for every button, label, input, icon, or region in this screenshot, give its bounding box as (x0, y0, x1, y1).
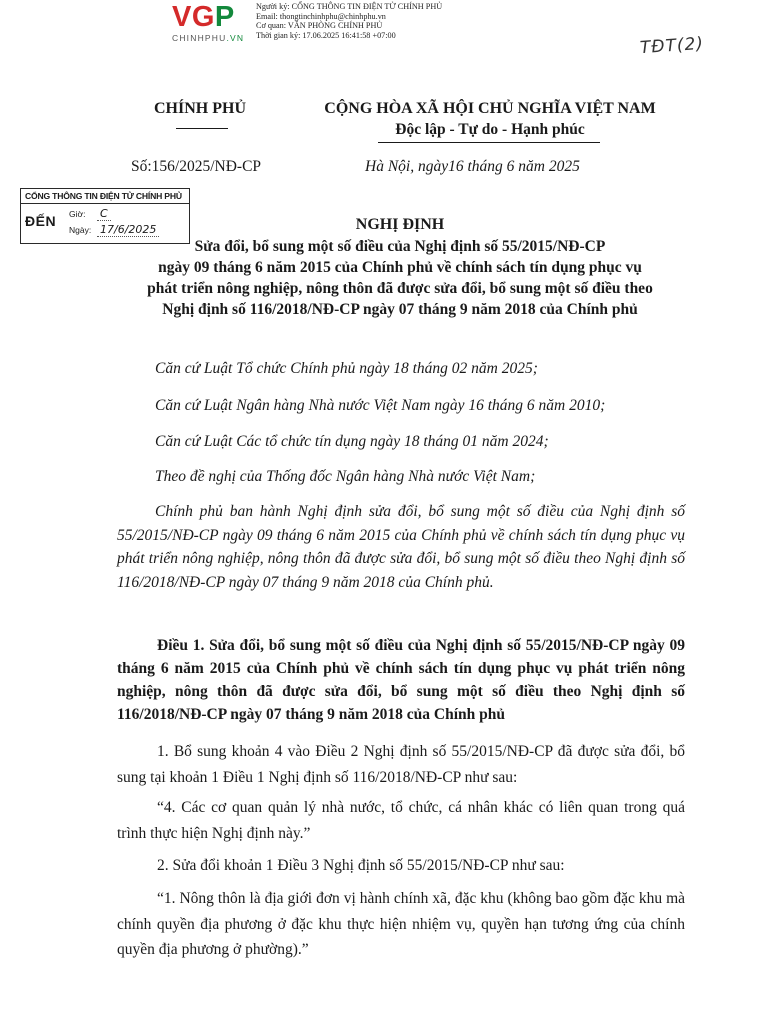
issuer-underline (176, 128, 228, 129)
signature-time: Thời gian ký: 17.06.2025 16:41:58 +07:00 (256, 30, 396, 40)
vgp-logo (172, 2, 244, 43)
article-1-item-2: 2. Sửa đổi khoản 1 Điều 3 Nghị định số 55/2015/NĐ-CP như sau: (157, 857, 565, 874)
stamp-date-value: 17/6/2025 (97, 223, 159, 237)
article-1-title (117, 634, 685, 726)
legal-basis-item: Theo đề nghị của Thống đốc Ngân hàng Nhà nước Việt Nam; (155, 468, 536, 485)
handwritten-note: TĐT(2) (639, 33, 705, 59)
title-line: Nghị định số 116/2018/NĐ-CP ngày 07 tháng 9 năm 2018 của Chính phủ (162, 301, 638, 318)
promulgation-statement: Chính phủ ban hành Nghị định sửa đổi, bổ sung một số điều của Nghị định số 55/2015/NĐ-CP ngày 09 tháng 6 năm 2015 của Chính phủ về chính sách tín dụng phục vụ phát triển nông nghiệp, nông thôn đã được sửa đổi, bổ sung một số điều theo Nghị định số 116/2018/NĐ-CP ngày 07 tháng 9 năm 2018 của Chính phủ. (117, 503, 685, 591)
legal-basis-item: Căn cứ Luật Tổ chức Chính phủ ngày 18 tháng 02 năm 2025; (155, 360, 538, 377)
stamp-time-value: C (97, 207, 111, 221)
article-1-item-2-quote: “1. Nông thôn là địa giới đơn vị hành chính xã, đặc khu (không bao gồm đặc khu mà chính quyền địa phương ở đặc khu thực hiện nhiệm vụ, quyền hạn tương ứng của chính quyền địa phương ở phường).” (117, 890, 685, 958)
article-1-item-1-quote: “4. Các cơ quan quản lý nhà nước, tổ chức, cá nhân khác có liên quan trong quá trình thực hiện Nghị định này.” (117, 799, 685, 842)
legal-basis-item: Căn cứ Luật Ngân hàng Nhà nước Việt Nam ngày 16 tháng 6 năm 2010; (155, 397, 606, 414)
stamp-divider (21, 203, 189, 204)
logo-tagline (172, 33, 244, 43)
logo-mark (172, 2, 244, 32)
logo-letter-v: V (172, 1, 192, 33)
article-1-title-text: Điều 1. Sửa đổi, bổ sung một số điều của Nghị định số 55/2015/NĐ-CP ngày 09 tháng 6 năm 2015 của Chính phủ về chính sách tín dụng phục vụ phát triển nông nghiệp, nông thôn đã được sửa đổi, bổ sung một số điều theo Nghị định số 116/2018/NĐ-CP ngày 07 tháng 9 năm 2018 của Chính phủ (117, 637, 685, 723)
title-line: phát triển nông nghiệp, nông thôn đã được sửa đổi, bổ sung một số điều theo (147, 280, 653, 297)
document-type-title: NGHỊ ĐỊNH (355, 216, 445, 233)
motto-underline (378, 142, 600, 143)
signature-email: Email: thongtinchinhphu@chinhphu.vn (256, 11, 386, 21)
document-number: Số:156/2025/NĐ-CP (131, 158, 262, 175)
issuer-name: CHÍNH PHỦ (154, 100, 246, 117)
stamp-date-label: Ngày: (69, 225, 92, 235)
stamp-time-label: Giờ: (69, 209, 86, 219)
article-1-item-1: 1. Bổ sung khoản 4 vào Điều 2 Nghị định số 55/2015/NĐ-CP đã được sửa đổi, bổ sung tại khoản 1 Điều 1 Nghị định số 116/2018/NĐ-CP như sau: (117, 743, 685, 786)
logo-tagline-vn: .VN (226, 33, 245, 43)
title-line: Sửa đổi, bổ sung một số điều của Nghị định số 55/2015/NĐ-CP (194, 238, 606, 255)
national-motto: Độc lập - Tự do - Hạnh phúc (395, 121, 585, 138)
legal-basis-item: Căn cứ Luật Các tổ chức tín dụng ngày 18 tháng 01 năm 2024; (155, 433, 549, 450)
logo-letter-g: G (191, 1, 215, 33)
logo-letter-p: P (214, 1, 235, 33)
stamp-received-label: ĐẾN (25, 213, 57, 229)
title-line: ngày 09 tháng 6 năm 2015 của Chính phủ về chính sách tín dụng phục vụ (158, 259, 642, 276)
digital-signature-info (256, 2, 442, 40)
signature-agency: Cơ quan: VĂN PHÒNG CHÍNH PHỦ (256, 21, 383, 30)
place-and-date: Hà Nội, ngày16 tháng 6 năm 2025 (365, 158, 580, 175)
logo-tagline-main: CHINHPHU (172, 33, 227, 43)
signature-signer: Người ký: CỔNG THÔNG TIN ĐIỆN TỬ CHÍNH PHỦ (256, 2, 443, 11)
nation-name: CỘNG HÒA XÃ HỘI CHỦ NGHĨA VIỆT NAM (324, 100, 656, 117)
stamp-organization: CỔNG THÔNG TIN ĐIỆN TỬ CHÍNH PHỦ (25, 191, 182, 201)
